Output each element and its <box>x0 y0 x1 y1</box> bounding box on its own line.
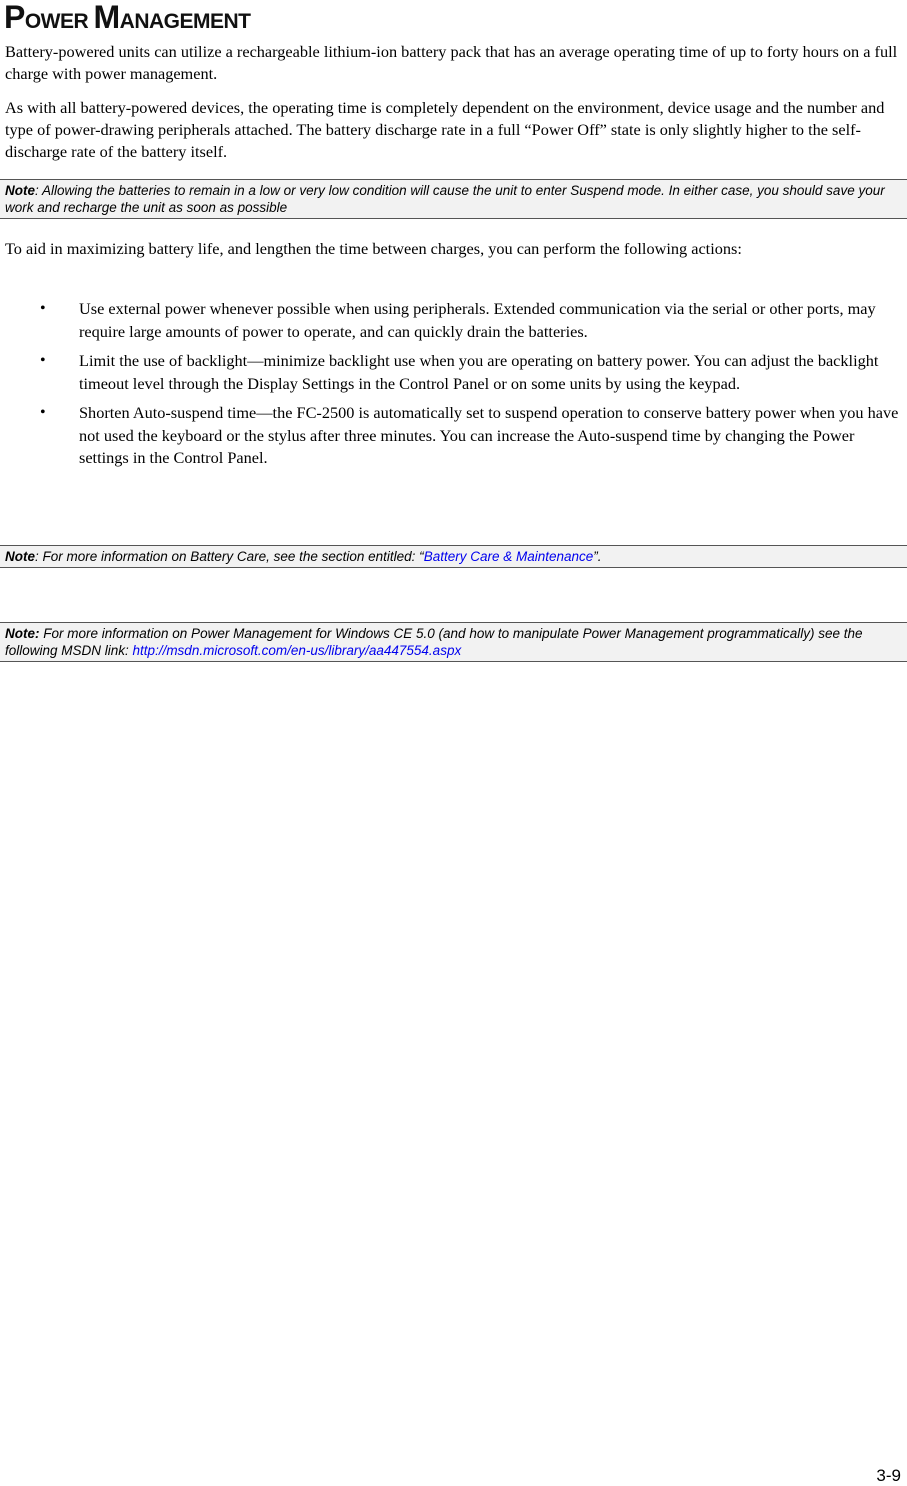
note-text: For more information on Power Management for Windows CE 5.0 (and how to manipulate Power Management programmatically) see the following MSDN link: <box>5 626 863 658</box>
note-suspend <box>0 179 907 219</box>
note-label: Note <box>5 549 35 564</box>
title-cap-2: M <box>93 0 120 35</box>
title-cap-1: P <box>4 0 25 35</box>
title-rest-2: ANAGEMENT <box>119 10 251 33</box>
note-text-end: ”. <box>593 549 602 564</box>
note-label: Note <box>5 183 35 198</box>
page-title <box>4 0 251 41</box>
bullet-icon: • <box>40 404 46 421</box>
note-msdn <box>0 622 907 662</box>
note-text: : For more information on Battery Care, see the section entitled: “ <box>35 549 424 564</box>
list-item <box>0 402 907 470</box>
bullet-icon: • <box>40 300 46 317</box>
battery-care-link[interactable]: Battery Care & Maintenance <box>423 549 594 564</box>
msdn-link[interactable]: http://msdn.microsoft.com/en-us/library/aa447554.aspx <box>132 643 462 658</box>
list-item-text: Use external power whenever possible when using peripherals. Extended communication via the serial or other ports, may require large amounts of power to operate, and can quickly drain the batteries. <box>79 299 876 341</box>
paragraph-actions: To aid in maximizing battery life, and lengthen the time between charges, you can perform the following actions: <box>5 239 742 258</box>
paragraph-operating-time: As with all battery-powered devices, the operating time is completely dependent on the environment, device usage and the number and type of power-drawing peripherals attached. The battery discharge rate in a full “Power Off” state is only slightly higher to the self-discharge rate of the battery itself. <box>5 98 885 161</box>
bullet-icon: • <box>40 352 46 369</box>
list-item-text: Limit the use of backlight—minimize backlight use when you are operating on battery power. You can adjust the backlight timeout level through the Display Settings in the Control Panel or on some units by using the keypad. <box>79 351 879 393</box>
list-item-text: Shorten Auto-suspend time—the FC-2500 is automatically set to suspend operation to conserve battery power when you have not used the keyboard or the stylus after three minutes. You can increase the Auto-suspend time by changing the Power settings in the Control Panel. <box>79 403 899 467</box>
list-item <box>0 350 907 395</box>
list-item <box>0 298 907 343</box>
actions-list <box>0 298 907 470</box>
note-battery-care <box>0 545 907 568</box>
note-text: : Allowing the batteries to remain in a low or very low condition will cause the unit to enter Suspend mode. In either case, you should save your work and recharge the unit as soon as possible <box>5 183 885 215</box>
title-rest-1: OWER <box>24 10 94 33</box>
page-number: 3-9 <box>876 1466 901 1485</box>
intro-paragraph: Battery-powered units can utilize a rechargeable lithium-ion battery pack that has an average operating time of up to forty hours on a full charge with power management. <box>5 42 898 83</box>
note-label: Note: <box>5 626 40 641</box>
